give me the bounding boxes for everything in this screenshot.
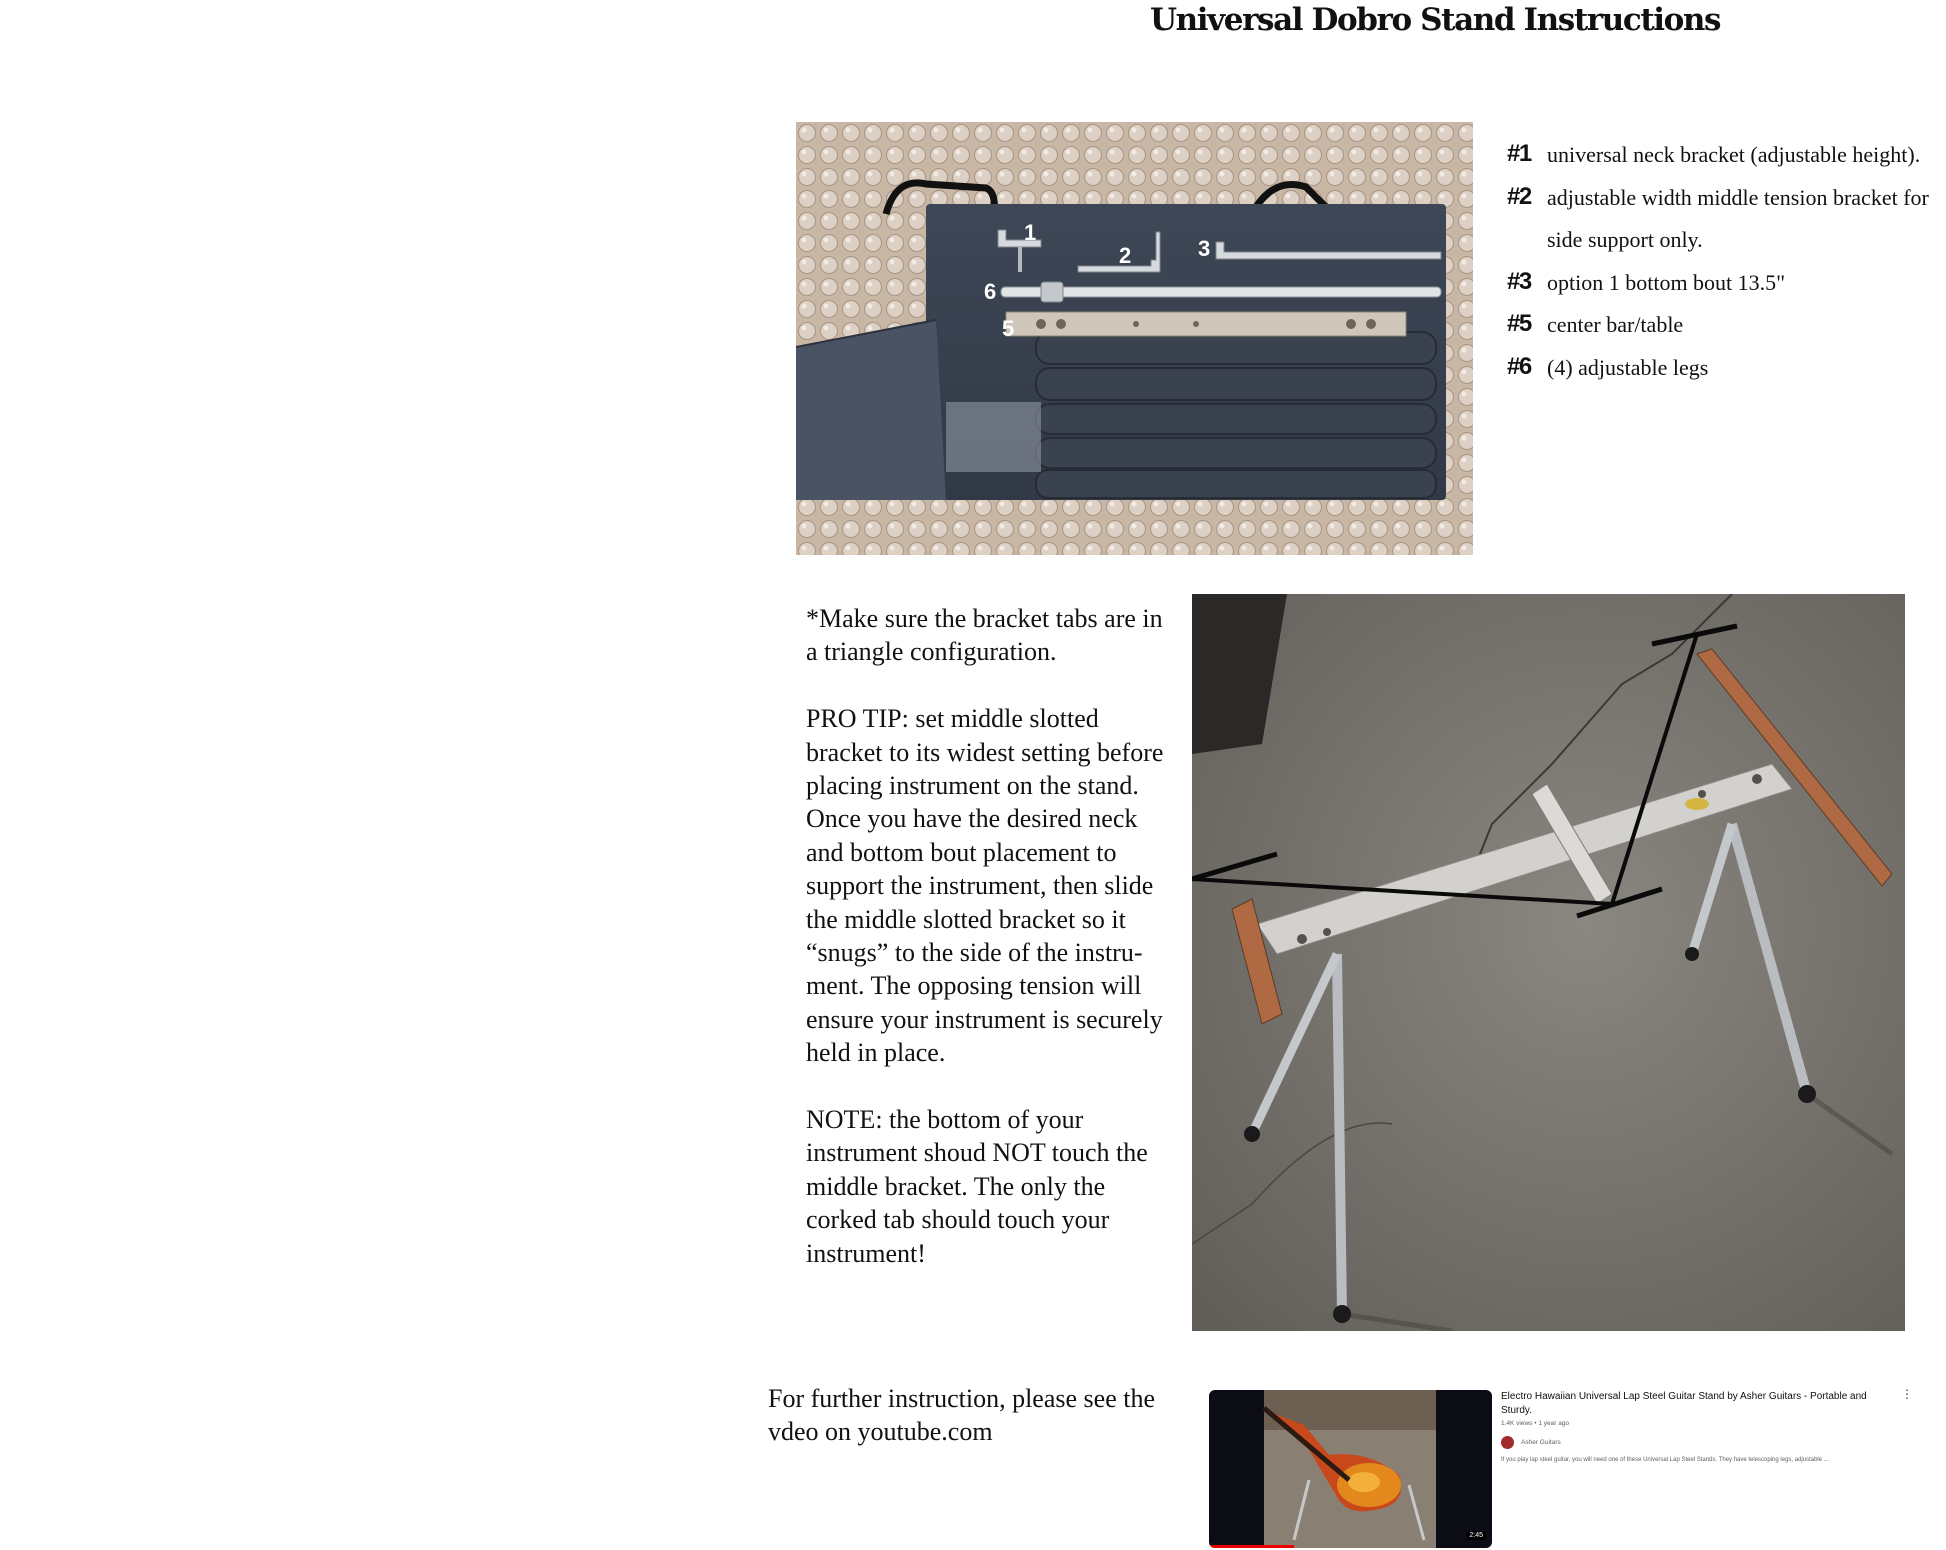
parts-list-item	[1507, 304, 1946, 347]
channel-avatar[interactable]	[1501, 1436, 1514, 1449]
part-description: option 1 bottom bout 13.5"	[1547, 269, 1786, 295]
part-label-2: 2	[1119, 243, 1132, 268]
video-channel[interactable]	[1501, 1436, 1901, 1449]
parts-list-item	[1507, 177, 1946, 262]
assembled-stand-photo	[1192, 594, 1905, 1331]
video-meta: 1.4K views • 1 year ago	[1501, 1420, 1570, 1427]
part-number: #6	[1507, 352, 1531, 380]
part-description: adjustable width middle tension bracket for side support only.	[1547, 184, 1929, 252]
instructions-text	[806, 602, 1176, 1303]
part-number: #3	[1507, 267, 1531, 295]
further-instruction-text: For further instruction, please see the vdeo on youtube.com	[768, 1384, 1155, 1447]
part-number: #1	[1507, 140, 1531, 167]
parts-list-item	[1507, 134, 1946, 177]
part-description: universal neck bracket (adjustable height).	[1547, 142, 1921, 167]
video-progress-bar	[1209, 1545, 1294, 1548]
parts-list-item	[1507, 262, 1946, 305]
page-title: Universal Dobro Stand Instructions	[1150, 2, 1721, 38]
video-duration: 2:45	[1466, 1531, 1486, 1540]
part-label-6: 6	[984, 279, 997, 304]
video-info	[1501, 1390, 1901, 1463]
part-label-5: 5	[1002, 316, 1015, 341]
part-description: center bar/table	[1547, 312, 1684, 337]
part-description: (4) adjustable legs	[1547, 354, 1709, 380]
part-number: #5	[1507, 310, 1531, 337]
channel-name[interactable]: Asher Guitars	[1521, 1439, 1561, 1446]
kit-photo	[796, 122, 1473, 555]
pro-tip: PRO TIP: set middle slotted bracket to its widest setting before placing instrument on the stand. Once you have the desired neck and bottom bout placement to support the instrument, then slide the middle slotted bracket so it “snugs” to the side of the instru-ment. The opposing tension will ensure your instrument is securely held in place.	[806, 704, 1164, 1068]
video-description: If you play lap steel guitar, you will need one of these Universal Lap Steel Stands. They have telescoping legs, adjustable ...	[1501, 1457, 1829, 1463]
parts-list-item	[1507, 347, 1946, 390]
video-thumbnail[interactable]	[1209, 1390, 1492, 1548]
part-number: #2	[1507, 182, 1531, 210]
parts-list	[1507, 134, 1946, 389]
part-label-3: 3	[1198, 236, 1211, 261]
bottom-note: NOTE: the bottom of your instrument shoud NOT touch the middle bracket. The only the corked tab should touch your instrument!	[806, 1105, 1148, 1268]
triangle-note: *Make sure the bracket tabs are in a triangle configuration.	[806, 604, 1163, 667]
part-label-1: 1	[1024, 220, 1037, 245]
more-vert-icon[interactable]: ⋮	[1901, 1387, 1913, 1401]
video-title[interactable]: Electro Hawaiian Universal Lap Steel Guitar Stand by Asher Guitars - Portable and Sturdy.	[1501, 1391, 1867, 1416]
